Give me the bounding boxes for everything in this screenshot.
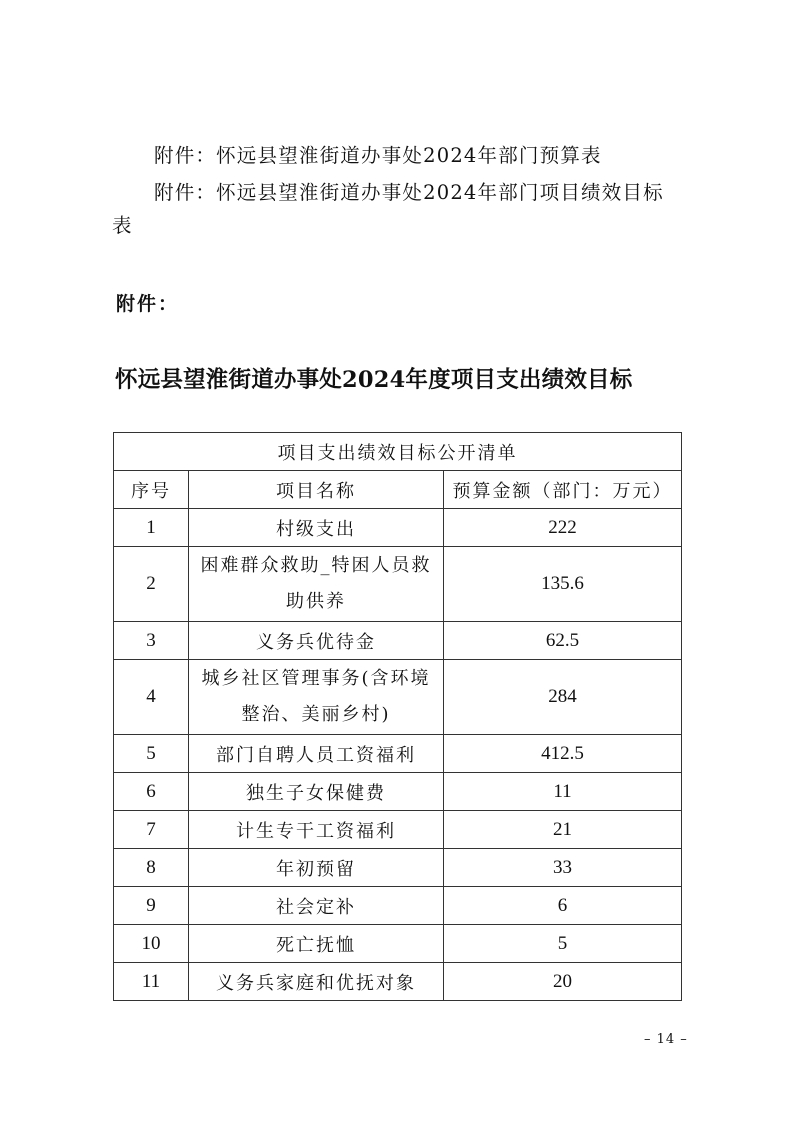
table-row [114, 887, 682, 925]
attachment-line-1: 附件：怀远县望淮街道办事处2024年部门预算表 [154, 144, 602, 167]
table-row [114, 773, 682, 811]
row-amount: 412.5 [444, 735, 682, 773]
row-amount: 20 [444, 963, 682, 1001]
page-number: – 14 – [644, 1032, 688, 1047]
row-amount: 62.5 [444, 622, 682, 660]
table-caption-row [114, 433, 682, 471]
row-project-name: 部门自聘人员工资福利 [189, 735, 444, 773]
row-index: 9 [114, 887, 189, 925]
table-row [114, 660, 682, 735]
table-row [114, 849, 682, 887]
row-amount: 21 [444, 811, 682, 849]
row-project-name: 村级支出 [189, 509, 444, 547]
header-budget-amount: 预算金额（部门：万元） [444, 471, 682, 509]
row-project-name: 困难群众救助_特困人员救助供养 [189, 547, 444, 622]
row-index: 6 [114, 773, 189, 811]
header-project-name: 项目名称 [189, 471, 444, 509]
table-row [114, 547, 682, 622]
table-row [114, 925, 682, 963]
row-index: 3 [114, 622, 189, 660]
row-amount: 33 [444, 849, 682, 887]
row-project-name: 年初预留 [189, 849, 444, 887]
attachment-line-2: 附件：怀远县望淮街道办事处2024年部门项目绩效目标表 [112, 181, 664, 237]
table-header-row [114, 471, 682, 509]
row-index: 10 [114, 925, 189, 963]
row-index: 8 [114, 849, 189, 887]
row-project-name: 城乡社区管理事务(含环境整治、美丽乡村) [189, 660, 444, 735]
row-project-name: 计生专干工资福利 [189, 811, 444, 849]
table-row [114, 811, 682, 849]
row-project-name: 社会定补 [189, 887, 444, 925]
row-index: 4 [114, 660, 189, 735]
row-amount: 135.6 [444, 547, 682, 622]
table-row [114, 963, 682, 1001]
row-index: 11 [114, 963, 189, 1001]
table-row [114, 735, 682, 773]
row-index: 2 [114, 547, 189, 622]
budget-table [113, 432, 682, 1001]
attachment-label: 附件： [116, 293, 180, 315]
row-index: 1 [114, 509, 189, 547]
row-index: 5 [114, 735, 189, 773]
row-amount: 5 [444, 925, 682, 963]
row-amount: 6 [444, 887, 682, 925]
row-project-name: 死亡抚恤 [189, 925, 444, 963]
row-amount: 222 [444, 509, 682, 547]
row-project-name: 义务兵优待金 [189, 622, 444, 660]
row-amount: 284 [444, 660, 682, 735]
row-amount: 11 [444, 773, 682, 811]
header-index: 序号 [114, 471, 189, 509]
row-index: 7 [114, 811, 189, 849]
row-project-name: 义务兵家庭和优抚对象 [189, 963, 444, 1001]
row-project-name: 独生子女保健费 [189, 773, 444, 811]
page-title: 怀远县望淮街道办事处2024年度项目支出绩效目标 [115, 367, 633, 393]
table-row [114, 509, 682, 547]
table-caption: 项目支出绩效目标公开清单 [114, 433, 682, 471]
table-row [114, 622, 682, 660]
